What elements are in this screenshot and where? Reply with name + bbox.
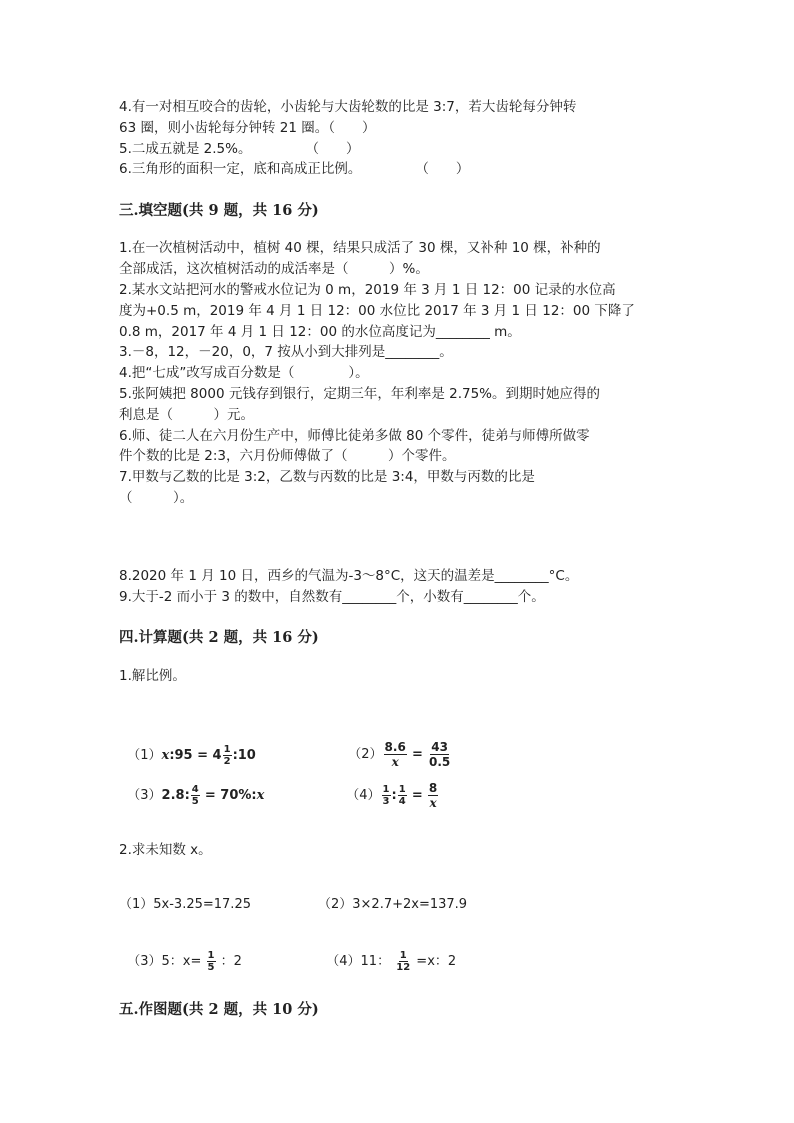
proportion-3-label: （3） (127, 788, 162, 803)
equation-4-pre: （4）11： (326, 954, 391, 969)
proportion-1-pre: :95 = 4 (169, 748, 222, 763)
proportion-4-label: （4） (346, 788, 381, 803)
proportion-2-label: （2） (348, 747, 383, 762)
proportion-4 (338, 759, 439, 810)
fill-q5-line2: 利息是（ ）元。 (119, 407, 254, 423)
proportion-1-label: （1） (127, 748, 162, 763)
fill-q5-line1: 5.张阿姨把 8000 元钱存到银行，定期三年，年利率是 2.75%。到期时她应得的 (119, 386, 600, 402)
fraction-denominator: 5 (191, 796, 199, 807)
ratio-colon: : (391, 788, 397, 803)
variable-x: x (256, 788, 265, 803)
fraction-numerator: 8.6 (384, 740, 406, 754)
judgement-q4-line2: 63 圈，则小齿轮每分钟转 21 圈。（ ） (119, 120, 376, 136)
fraction-8-over-x (428, 781, 438, 810)
fraction-numerator: 1 (398, 784, 406, 795)
section-heading-calculation: 四.计算题(共 2 题，共 16 分) (119, 629, 319, 646)
fraction-denominator: 4 (398, 796, 406, 807)
equation-4-post: =x：2 (416, 954, 457, 969)
fraction-one-fifth (207, 950, 216, 973)
fraction-one-fourth (398, 784, 407, 807)
fill-q2-line1: 2.某水文站把河水的警戒水位记为 0 m，2019 年 3 月 1 日 12：00 记录的水位高 (119, 282, 616, 298)
fraction-numerator: 1 (399, 950, 407, 961)
fraction-denominator: x (429, 796, 437, 810)
equation-3 (119, 928, 242, 973)
fraction-numerator: 1 (207, 950, 215, 961)
proportion-3-pre: 2.8: (161, 788, 190, 803)
calc-p2-title: 2.求未知数 x。 (119, 842, 212, 858)
variable-x: x (161, 748, 170, 763)
fill-q2-line2: 度为+0.5 m，2019 年 4 月 1 日 12：00 水位比 2017 年 3 月 1 日 12：00 下降了 (119, 303, 635, 319)
equation-3-post: ：2 (220, 954, 242, 969)
proportion-3 (119, 762, 264, 807)
proportion-1-post: :10 (232, 748, 256, 763)
proportion-1 (119, 722, 256, 767)
section-heading-drawing: 五.作图题(共 2 题，共 10 分) (119, 1001, 319, 1018)
calc-p1-title: 1.解比例。 (119, 668, 186, 684)
fill-q7-line1: 7.甲数与乙数的比是 3:2，乙数与丙数的比是 3:4，甲数与丙数的比是 (119, 469, 535, 485)
fraction-numerator: 1 (382, 784, 390, 795)
fraction-denominator: x (391, 755, 399, 769)
fill-q9: 9.大于-2 而小于 3 的数中，自然数有________个，小数有________个。 (119, 589, 545, 605)
fraction-numerator: 43 (431, 740, 448, 754)
fill-q4: 4.把“七成”改写成百分数是（ ）。 (119, 365, 369, 381)
judgement-q6: 6.三角形的面积一定，底和高成正比例。 （ ） (119, 161, 470, 177)
fill-q3: 3.－8，12，－20，0，7 按从小到大排列是________。 (119, 344, 453, 360)
proportion-3-post: = 70%: (204, 788, 257, 803)
fraction-denominator: 12 (396, 962, 411, 973)
equation-1: （1）5x-3.25=17.25 (119, 897, 251, 912)
fraction-one-twelfth (395, 950, 411, 973)
fill-q6-line2: 件个数的比是 2:3，六月份师傅做了（ ）个零件。 (119, 448, 456, 464)
equation-2: （2）3×2.7+2x=137.9 (318, 897, 468, 912)
fraction-denominator: 5 (207, 962, 215, 973)
equals-sign: = (411, 788, 423, 803)
fill-q8: 8.2020 年 1 月 10 日，西乡的气温为-3～8°C，这天的温差是________°C。 (119, 568, 579, 584)
fill-q1-line1: 1.在一次植树活动中，植树 40 棵，结果只成活了 30 棵，又补种 10 棵，补种的 (119, 240, 601, 256)
fraction-numerator: 1 (223, 744, 231, 755)
fill-q1-line2: 全部成活，这次植树活动的成活率是（ ）%。 (119, 261, 429, 277)
fill-q2-line3: 0.8 m，2017 年 4 月 1 日 12：00 的水位高度记为________ m。 (119, 324, 521, 340)
fill-q7-line2: （ ）。 (119, 490, 194, 506)
equals-sign: = (411, 747, 423, 762)
section-heading-fill-in: 三.填空题(共 9 题，共 16 分) (119, 202, 319, 219)
fraction-four-fifths (191, 784, 200, 807)
equation-3-pre: （3）5：x= (127, 954, 202, 969)
fraction-denominator: 3 (382, 796, 390, 807)
fraction-numerator: 4 (191, 784, 199, 795)
fraction-denominator: 0.5 (429, 755, 451, 769)
judgement-q5: 5.二成五就是 2.5%。 （ ） (119, 141, 360, 157)
fraction-denominator: 2 (223, 756, 231, 767)
fill-q6-line1: 6.师、徒二人在六月份生产中，师傅比徒弟多做 80 个零件，徒弟与师傅所做零 (119, 428, 590, 444)
fraction-numerator: 8 (428, 781, 438, 795)
fraction-one-third (382, 784, 391, 807)
judgement-q4-line1: 4.有一对相互咬合的齿轮，小齿轮与大齿轮数的比是 3:7，若大齿轮每分钟转 (119, 99, 577, 115)
equation-4 (318, 928, 456, 973)
